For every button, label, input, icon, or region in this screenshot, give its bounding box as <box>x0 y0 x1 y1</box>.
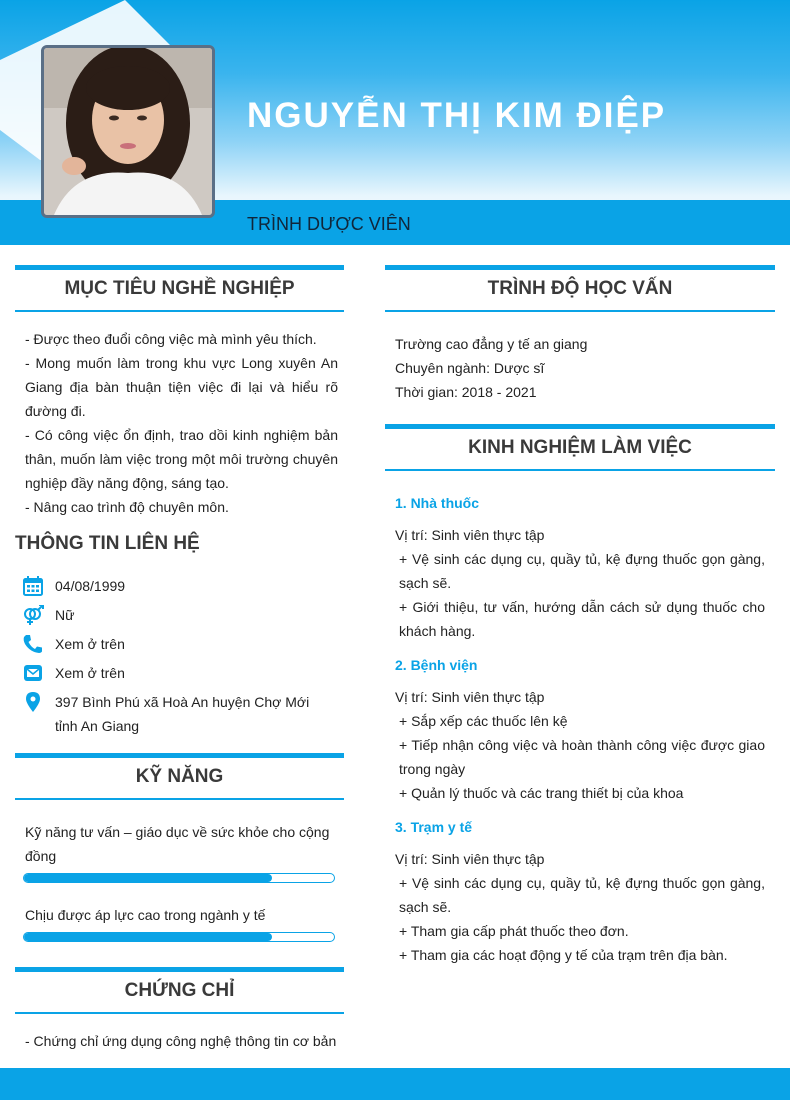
education-school: Trường cao đẳng y tế an giang <box>395 336 588 352</box>
job-title: TRÌNH DƯỢC VIÊN <box>247 214 411 234</box>
email-value: Xem ở trên <box>55 665 125 681</box>
skill-progress-bar <box>23 932 335 942</box>
phone-value: Xem ở trên <box>55 636 125 652</box>
job-tasks <box>399 709 765 805</box>
job-task: + Sắp xếp các thuốc lên kệ <box>399 713 568 729</box>
envelope-icon <box>22 663 44 683</box>
job-task: + Tham gia cấp phát thuốc theo đơn. <box>399 923 629 939</box>
contact-title: THÔNG TIN LIÊN HỆ <box>15 533 200 554</box>
job-tasks <box>399 871 765 967</box>
objective-line: - Nâng cao trình độ chuyên môn. <box>25 499 229 515</box>
education-major: Chuyên ngành: Dược sĩ <box>395 360 545 376</box>
contact-birthday <box>22 574 322 598</box>
calendar-icon <box>22 576 44 596</box>
job-task: + Tham gia các hoạt động y tế của trạm trên địa bàn. <box>399 947 728 963</box>
gender-value: Nữ <box>55 607 75 623</box>
footer-band <box>0 1068 790 1100</box>
address-value: 397 Bình Phú xã Hoà An huyện Chợ Mới tỉnh An Giang <box>55 694 310 734</box>
certificates-title: CHỨNG CHỈ <box>15 967 344 1014</box>
education-period: Thời gian: 2018 - 2021 <box>395 384 537 400</box>
job-position: Vị trí: Sinh viên thực tập <box>395 689 545 705</box>
objective-line: - Mong muốn làm trong khu vực Long xuyên An Giang địa bàn thuận tiện việc đi lại và hiểu rõ đường đi. <box>25 355 338 419</box>
skill-label: Chịu được áp lực cao trong ngành y tế <box>25 907 266 923</box>
skill-progress-fill <box>24 874 272 882</box>
objective-title: MỤC TIÊU NGHỀ NGHIỆP <box>15 265 344 312</box>
skill-progress-fill <box>24 933 272 941</box>
job-heading: 1. Nhà thuốc <box>395 495 480 511</box>
phone-icon <box>22 634 44 654</box>
experience-title: KINH NGHIỆM LÀM VIỆC <box>385 424 775 471</box>
education-title: TRÌNH ĐỘ HỌC VẤN <box>385 265 775 312</box>
contact-address <box>22 690 322 738</box>
skill-progress-bar <box>23 873 335 883</box>
job-heading: 3. Trạm y tế <box>395 819 473 835</box>
gender-icon <box>22 605 44 625</box>
contact-gender <box>22 603 322 627</box>
birthday-value: 04/08/1999 <box>55 578 126 594</box>
skills-title: KỸ NĂNG <box>15 753 344 800</box>
certificate-item: - Chứng chỉ ứng dụng công nghệ thông tin cơ bản <box>25 1033 337 1049</box>
profile-photo <box>41 45 215 218</box>
contact-phone <box>22 632 322 656</box>
candidate-name: NGUYỄN THỊ KIM ĐIỆP <box>247 96 667 135</box>
contact-email <box>22 661 322 685</box>
job-position: Vị trí: Sinh viên thực tập <box>395 851 545 867</box>
job-heading: 2. Bệnh viện <box>395 657 478 673</box>
objective-line: - Có công việc ổn định, trao dồi kinh nghiệm bản thân, muốn làm việc trong một môi trường chuyên nghiệp đầy năng động, sáng tạo. <box>25 427 338 491</box>
job-task: + Vệ sinh các dụng cụ, quầy tủ, kệ đựng thuốc gọn gàng, sạch sẽ. <box>399 551 765 591</box>
job-position: Vị trí: Sinh viên thực tập <box>395 527 545 543</box>
job-task: + Quản lý thuốc và các trang thiết bị của khoa <box>399 785 684 801</box>
job-task: + Tiếp nhận công việc và hoàn thành công việc được giao trong ngày <box>399 737 765 777</box>
education-body <box>395 332 765 404</box>
job-task: + Giới thiệu, tư vấn, hướng dẫn cách sử dụng thuốc cho khách hàng. <box>399 599 765 639</box>
job-task: + Vệ sinh các dụng cụ, quầy tủ, kệ đựng thuốc gọn gàng, sạch sẽ. <box>399 875 765 915</box>
map-pin-icon <box>22 692 44 712</box>
skill-label: Kỹ năng tư vấn – giáo dục về sức khỏe cho cộng đồng <box>25 824 330 864</box>
objective-line: - Được theo đuổi công việc mà mình yêu thích. <box>25 331 317 347</box>
objective-body <box>25 327 338 519</box>
job-tasks <box>399 547 765 643</box>
